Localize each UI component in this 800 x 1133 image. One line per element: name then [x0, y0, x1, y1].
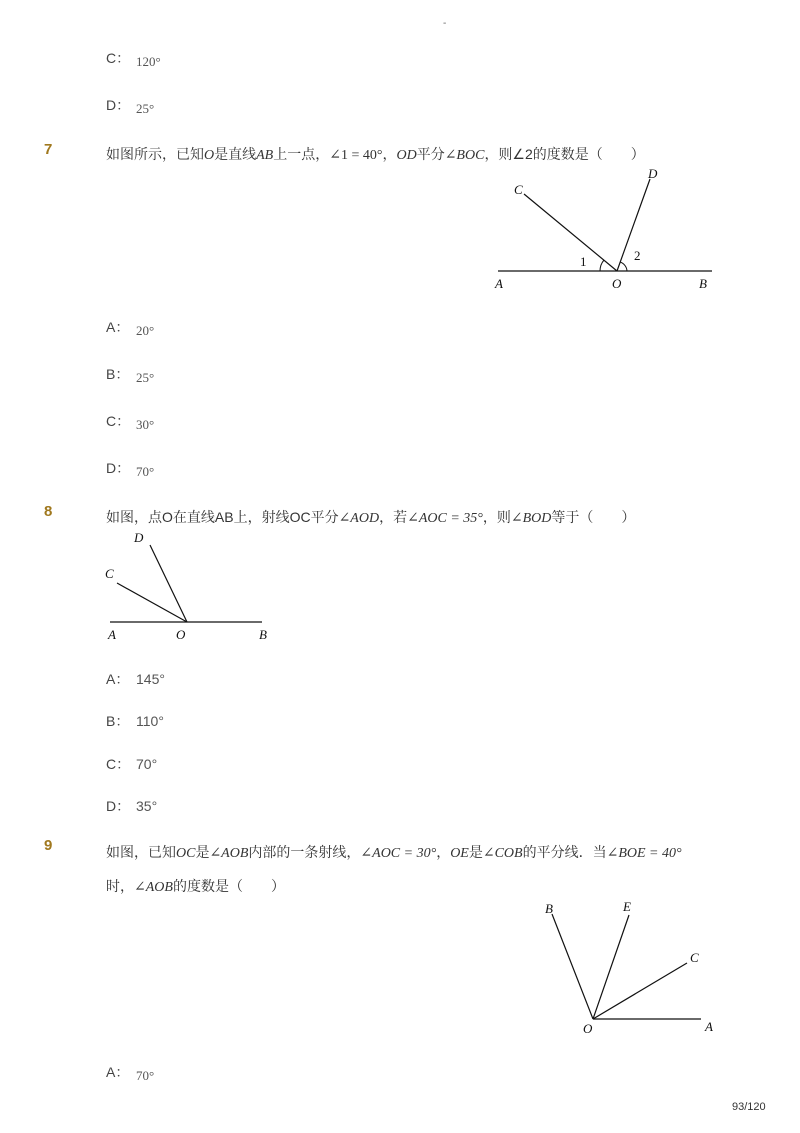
ray-oc [117, 583, 187, 622]
stem-text: ， [436, 844, 451, 860]
q7-option-b[interactable] [106, 364, 154, 384]
label-angle-1: 1 [580, 254, 587, 269]
stem-text: 如图，点O在直线AB上，射线OC平分 [106, 509, 339, 525]
option-sep: ： [115, 319, 130, 335]
option-sep: ： [116, 756, 131, 772]
label-o: O [612, 276, 622, 291]
question-9-stem-line-2 [106, 876, 285, 896]
math-boe: ∠BOE = 40° [606, 846, 682, 861]
q7-option-c[interactable] [106, 411, 154, 431]
option-sep: ： [115, 713, 130, 729]
stem-text: 等于（ ） [551, 509, 636, 525]
option-sep: ： [116, 798, 131, 814]
q8-option-d[interactable] [106, 796, 157, 816]
math-aoc: ∠AOC = 35° [407, 511, 483, 526]
option-letter: D [106, 97, 117, 113]
label-o: O [583, 1021, 593, 1036]
top-mark: - [443, 18, 447, 29]
option-sep: ： [115, 1064, 130, 1080]
option-sep: ： [116, 413, 131, 429]
math-boc: ∠BOC [444, 148, 485, 163]
option-letter: A [106, 319, 116, 335]
ray-ob [552, 914, 593, 1019]
stem-text: 是 [468, 844, 483, 860]
ray-oc [593, 963, 687, 1019]
q8-option-a[interactable] [106, 669, 165, 689]
ray-oc [524, 194, 617, 271]
option-value: 35° [136, 798, 158, 814]
stem-text: 如图，已知 [106, 844, 176, 860]
math-angle1: ∠1 = 40° [329, 148, 383, 163]
math-oe: OE [450, 846, 469, 861]
label-a: A [108, 627, 116, 642]
option-value: 70° [136, 756, 158, 772]
label-d: D [134, 530, 144, 545]
stem-text: 上一点， [273, 146, 330, 162]
label-b: B [699, 276, 707, 291]
option-value: 110° [136, 713, 164, 729]
option-letter: A [106, 1064, 116, 1080]
label-c: C [105, 566, 114, 581]
question-7-figure [490, 164, 720, 294]
question-8-figure [100, 527, 285, 647]
stem-text: ， [382, 146, 397, 162]
option-value: 25° [136, 101, 155, 116]
stem-text: ，则∠2的度数是（ ） [484, 146, 645, 162]
question-number-8: 8 [44, 503, 53, 520]
option-letter: C [106, 413, 117, 429]
option-value: 30° [136, 417, 155, 432]
label-c: C [514, 182, 523, 197]
math-od: OD [396, 148, 417, 163]
stem-text: ，则 [482, 509, 511, 525]
label-e: E [623, 899, 631, 914]
q7-option-d[interactable] [106, 458, 154, 478]
option-letter: D [106, 798, 117, 814]
option-value: 25° [136, 370, 155, 385]
math-ab: AB [256, 148, 274, 163]
option-value: 145° [136, 671, 165, 687]
ray-od [150, 545, 187, 622]
q8-option-b[interactable] [106, 711, 164, 731]
option-letter: D [106, 460, 117, 476]
q9-option-a[interactable] [106, 1062, 154, 1082]
option-sep: ： [115, 671, 130, 687]
label-a: A [705, 1019, 713, 1034]
label-b: B [545, 901, 553, 916]
option-value: 20° [136, 323, 155, 338]
question-number-7: 7 [44, 141, 53, 158]
option-sep: ： [115, 366, 130, 382]
label-angle-2: 2 [634, 248, 641, 263]
label-b: B [259, 627, 267, 642]
question-number-9: 9 [44, 837, 53, 854]
label-d: D [648, 166, 658, 181]
math-aoc: ∠AOC = 30° [360, 846, 437, 861]
option-letter: B [106, 713, 116, 729]
stem-text: 是直线 [214, 146, 257, 162]
stem-text: 的平分线．当 [522, 844, 607, 860]
ray-oe [593, 915, 629, 1019]
math-aob: ∠AOB [134, 880, 173, 895]
math-oc: OC [176, 846, 196, 861]
option-letter: C [106, 50, 117, 66]
option-letter: C [106, 756, 117, 772]
option-value: 120° [136, 54, 161, 69]
label-o: O [176, 627, 186, 642]
q7-option-a[interactable] [106, 317, 154, 337]
option-sep: ： [116, 97, 131, 113]
label-c: C [690, 950, 699, 965]
stem-text: 如图所示，已知 [106, 146, 204, 162]
page-number: 93/120 [732, 1101, 766, 1113]
stem-text: 平分 [416, 146, 445, 162]
stem-text: ，若 [379, 509, 408, 525]
option-value: 70° [136, 464, 155, 479]
angle-1-arc [600, 260, 604, 271]
stem-text: 的度数是（ ） [172, 878, 285, 894]
question-9-figure [535, 895, 725, 1040]
question-8-stem [106, 507, 635, 527]
math-o: O [204, 148, 215, 163]
math-aob: ∠AOB [209, 846, 249, 861]
option-value: 70° [136, 1068, 155, 1083]
prev-option-d[interactable] [106, 95, 154, 115]
stem-text: 内部的一条射线， [248, 844, 361, 860]
option-letter: B [106, 366, 116, 382]
math-aod: ∠AOD [338, 511, 380, 526]
stem-text: 时， [106, 878, 134, 894]
option-sep: ： [116, 50, 131, 66]
math-cob: ∠COB [482, 846, 523, 861]
prev-option-c[interactable] [106, 48, 161, 68]
math-bod: ∠BOD [510, 511, 552, 526]
option-letter: A [106, 671, 116, 687]
option-sep: ： [116, 460, 131, 476]
angle-2-arc [620, 262, 627, 271]
q8-option-c[interactable] [106, 754, 157, 774]
label-a: A [495, 276, 503, 291]
stem-text: 是 [195, 844, 210, 860]
question-7-stem [106, 144, 645, 164]
question-9-stem-line-1 [106, 842, 682, 862]
